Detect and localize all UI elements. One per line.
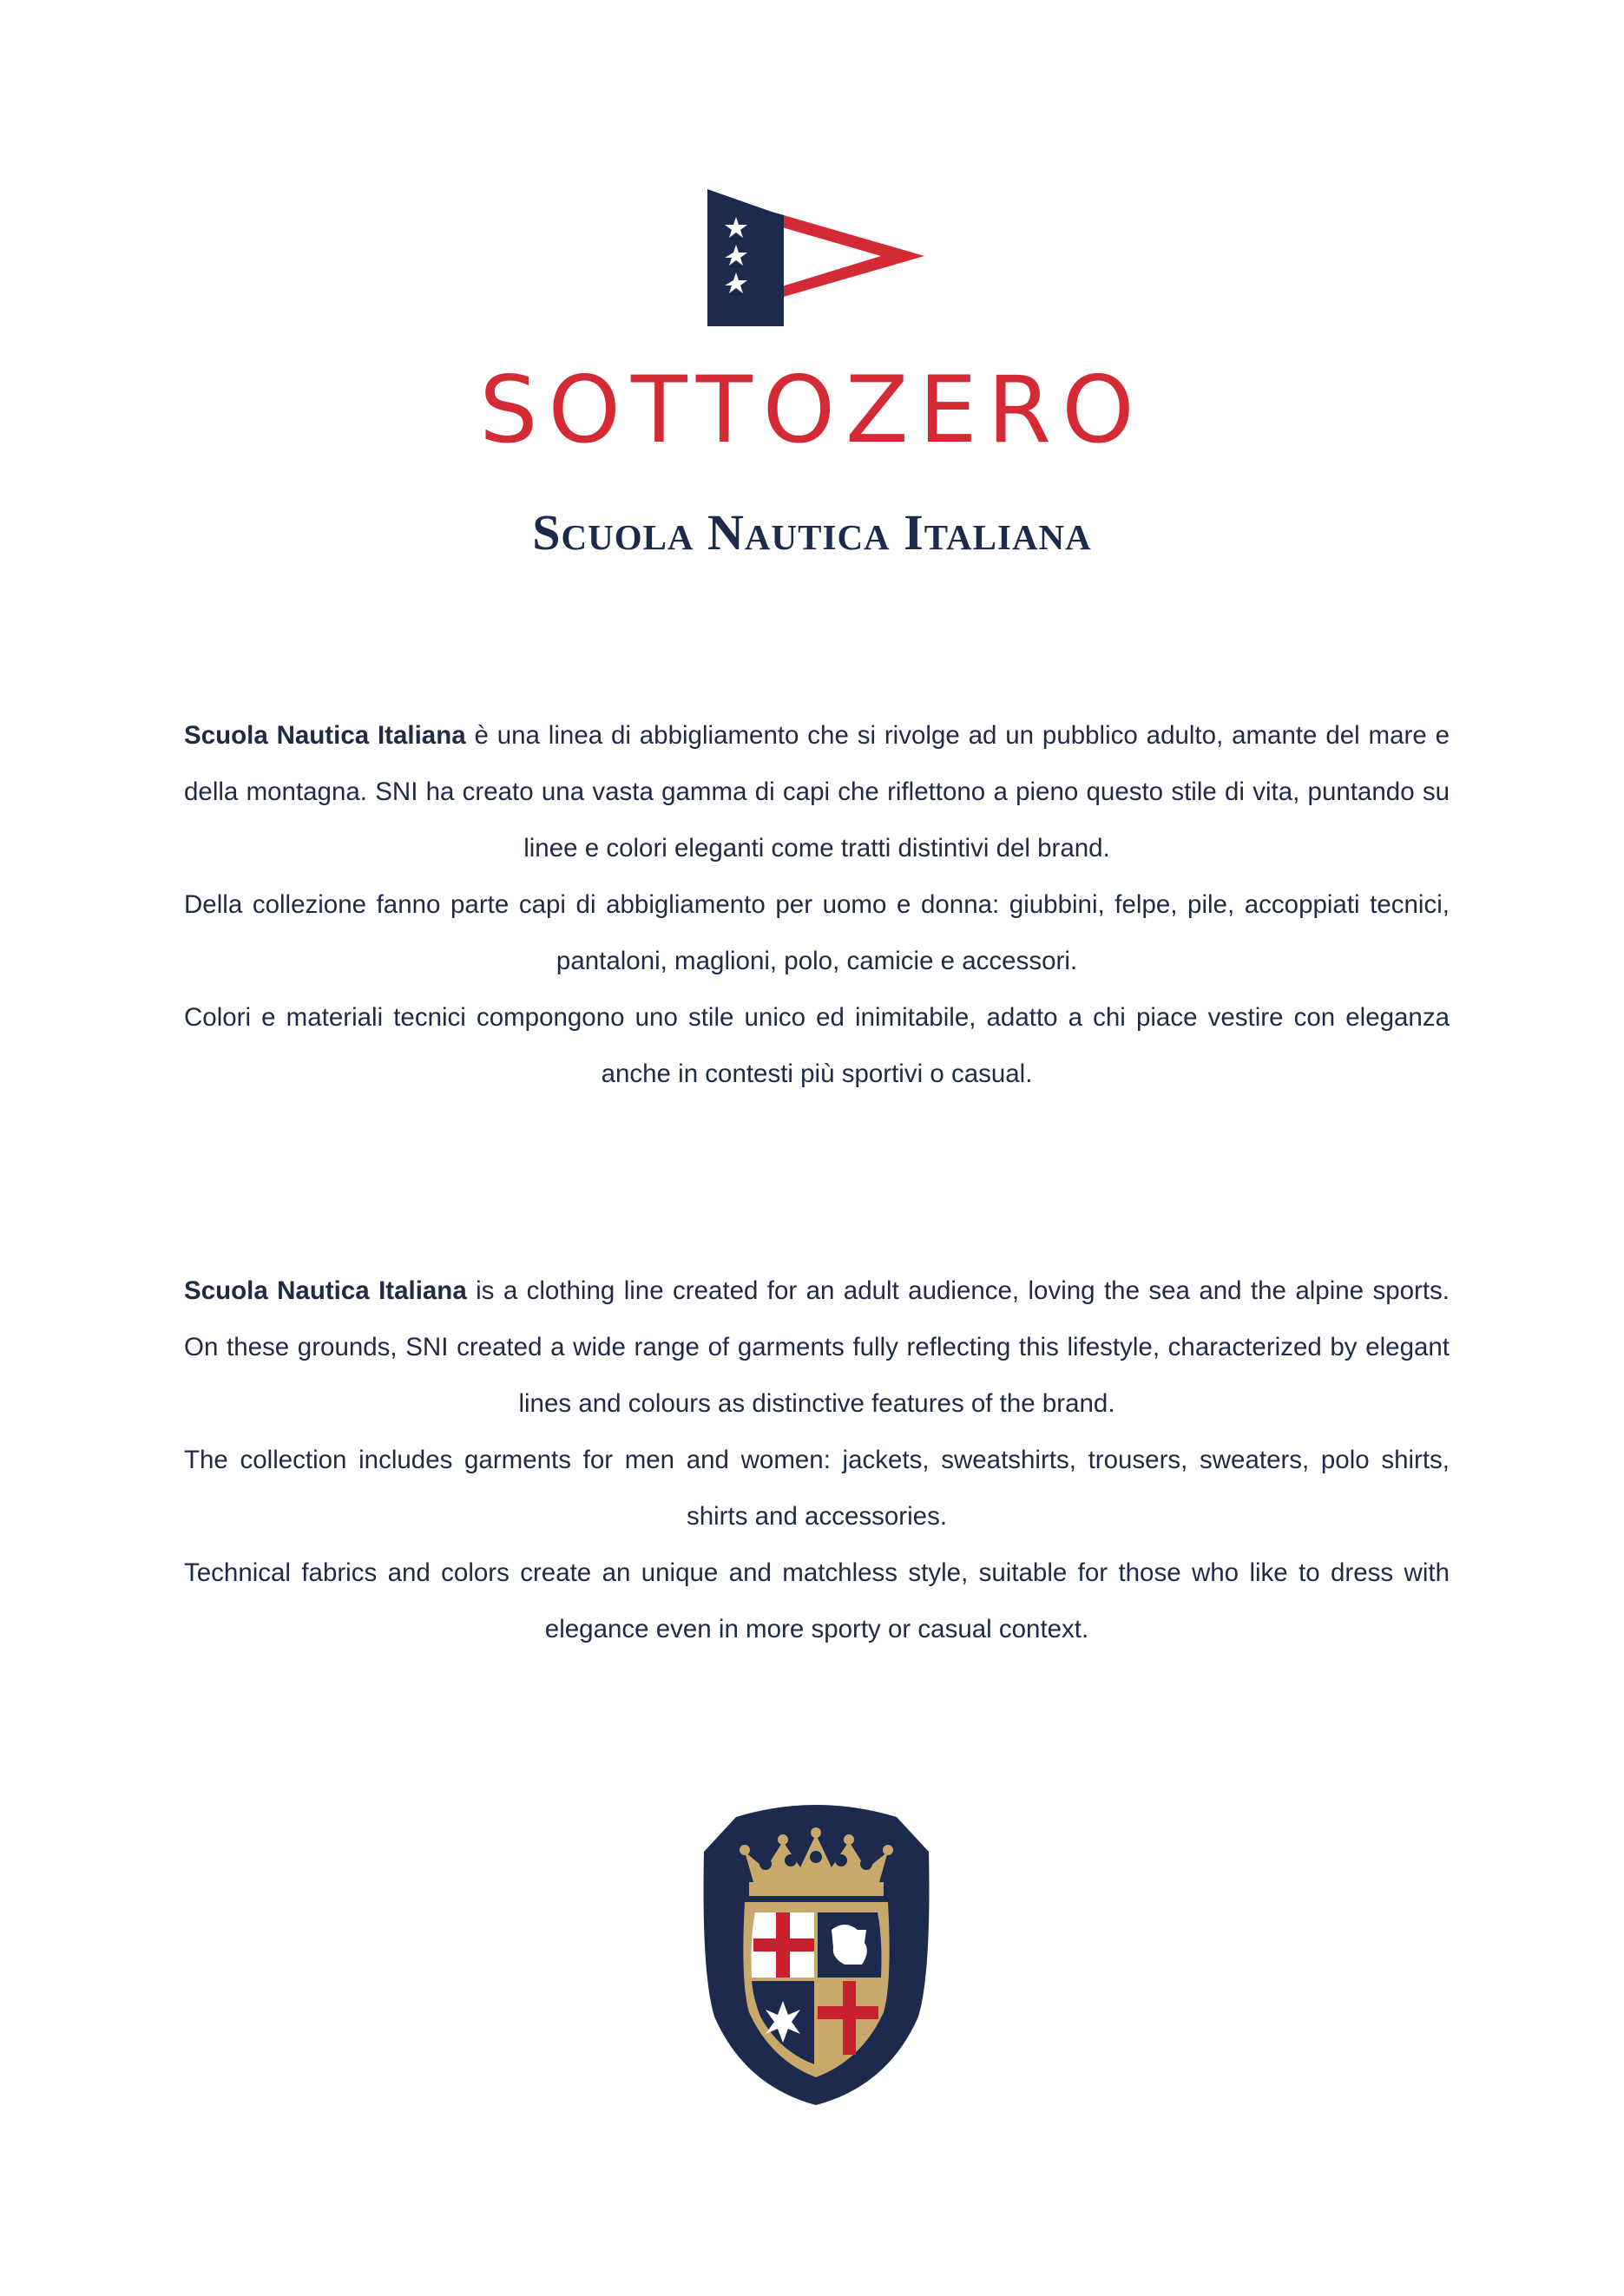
italian-paragraph-1 — [184, 707, 1450, 876]
english-paragraph-1 — [184, 1263, 1450, 1432]
english-p1-text: is a clothing line created for an adult audience, loving the sea and the alpine sports. On these grounds, SNI created a wide range of garments fully reflecting this lifestyle, characterized by elegant lines and colours as distinctive features of the brand. — [184, 1276, 1450, 1418]
crest-logo-icon — [701, 1800, 931, 2108]
english-lead: Scuola Nautica Italiana — [184, 1276, 467, 1305]
english-description — [184, 1263, 1450, 1657]
italian-p1-text: è una linea di abbigliamento che si rivolge ad un pubblico adulto, amante del mare e della montagna. SNI ha creato una vasta gamma di capi che riflettono a pieno questo stile di vita, puntando su linee e colori eleganti come tratti distintivi del brand. — [184, 721, 1450, 863]
italian-description — [184, 707, 1450, 1102]
italian-paragraph-3: Colori e materiali tecnici compongono uno stile unico ed inimitabile, adatto a chi piace vestire con eleganza anche in contesti più sportivi o casual. — [184, 1003, 1450, 1088]
brand-subtitle: Scuola Nautica Italiana — [532, 504, 1092, 561]
brand-title: SOTTOZERO — [479, 357, 1145, 463]
flag-logo-icon — [707, 189, 924, 326]
english-paragraph-3: Technical fabrics and colors create an unique and matchless style, suitable for those who like to dress with elegance even in more sporty or casual context. — [184, 1558, 1450, 1643]
english-paragraph-2: The collection includes garments for men and women: jackets, sweatshirts, trousers, sweaters, polo shirts, shirts and accessories. — [184, 1446, 1450, 1531]
italian-lead: Scuola Nautica Italiana — [184, 721, 466, 750]
italian-paragraph-2: Della collezione fanno parte capi di abbigliamento per uomo e donna: giubbini, felpe, pile, accoppiati tecnici, pantaloni, maglioni, polo, camicie e accessori. — [184, 890, 1450, 975]
